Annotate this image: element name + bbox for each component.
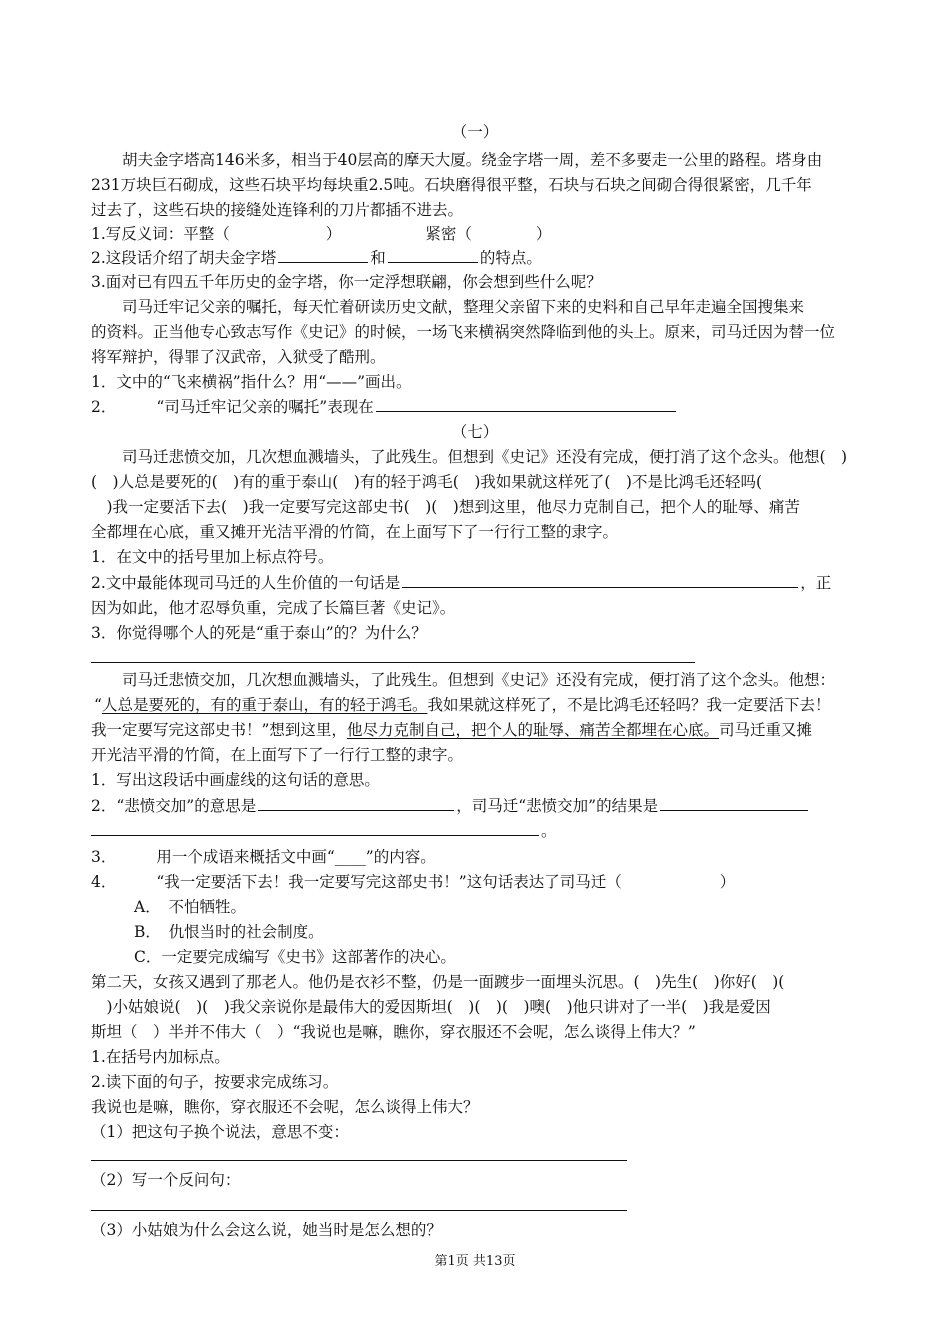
option-a[interactable]: A． 不怕牺牲。	[134, 898, 246, 916]
passage-line: ( )人总是要死的( )有的重于泰山( )有的轻于鸿毛( )我如果就这样死了( )不是比鸿毛还轻吗(	[91, 473, 763, 491]
passage-line: 开光洁平滑的竹简，在上面写下了一行行工整的隶字。	[91, 746, 464, 764]
page-footer: 第1页 共13页	[434, 1254, 516, 1269]
passage-line: 斯坦（ ）半并不伟大（ ）“我说也是嘛，瞧你，穿衣服还不会呢，怎么谈得上伟大？”	[91, 1023, 696, 1041]
answer-blank[interactable]	[376, 395, 676, 412]
question-line: 3．你觉得哪个人的死是“重于泰山”的？为什么？	[91, 624, 427, 642]
answer-blank[interactable]	[660, 794, 808, 811]
example-sentence: 我说也是嘛，瞧你，穿衣服还不会呢，怎么谈得上伟大？	[91, 1098, 479, 1116]
answer-blank[interactable]	[388, 246, 478, 263]
passage-line: 过去了，这些石块的接缝处连锋利的刀片都插不进去。	[91, 201, 464, 219]
answer-line[interactable]	[91, 1210, 627, 1211]
passage-line: )小姑娘说( )( )我父亲说你是最伟大的爱因斯坦( )( )( )噢( )他只讲对了一半( )我是爱因	[91, 998, 771, 1016]
option-b[interactable]: B． 仇恨当时的社会制度。	[134, 923, 324, 941]
question-line: 2.文中最能体现司马迁的人生价值的一句话是 ，正	[91, 571, 861, 595]
underlined-sentence: 他尽力克制自己，把个人的耻辱、痛苦全都埋在心底。	[346, 721, 719, 739]
question-features: 2.这段话介绍了胡夫金字塔 和 的特点。	[91, 246, 861, 270]
question-line: 3． 用一个成语来概括文中画“____”的内容。	[91, 848, 436, 866]
passage-line: )我一定要活下去( )我一定要写完这部史书( )( )想到这里，他尽力克制自己，把个人的耻辱、痛苦	[91, 498, 800, 516]
question-line: 1．写出这段话中画虚线的这句话的意思。	[91, 771, 380, 789]
passage-line: 胡夫金字塔高146米多，相当于40层高的摩天大厦。绕金字塔一周，差不多要走一公里的路程。塔身由	[122, 151, 823, 169]
section-heading-1: （一）	[451, 123, 499, 141]
passage-line: 司马迁悲愤交加，几次想血溅墙头，了此残生。但想到《史记》还没有完成，便打消了这个念头。他想( )	[122, 448, 848, 466]
answer-blank[interactable]	[91, 819, 539, 836]
passage-line: “人总是要死的，有的重于泰山，有的轻于鸿毛。我如果就这样死了，不是比鸿毛还轻吗？我一定要活下去！	[94, 696, 831, 714]
question-line: 2.读下面的句子，按要求完成练习。	[91, 1073, 339, 1091]
question-line: 2．“悲愤交加”的意思是 ，司马迁“悲愤交加”的结果是	[91, 794, 861, 818]
answer-blank[interactable]	[258, 794, 454, 811]
answer-blank[interactable]	[278, 246, 368, 263]
question-line: 3.面对已有四五千年历史的金字塔，你一定浮想联翩，你会想到些什么呢？	[91, 273, 602, 291]
passage-line: 司马迁悲愤交加，几次想血溅墙头，了此残生。但想到《史记》还没有完成，便打消了这个念头。他想：	[122, 671, 836, 689]
question-line: 1．在文中的括号里加上标点符号。	[91, 548, 334, 566]
sub-question: （2）写一个反问句：	[91, 1171, 241, 1189]
section-heading-7: （七）	[451, 423, 499, 441]
question-line: 2． “司马迁牢记父亲的嘱托”表现在	[91, 395, 861, 419]
question-line: 4． “我一定要活下去！我一定要写完这部史书！”这句话表达了司马迁（ ）	[91, 873, 736, 891]
question-antonyms: 1.写反义词：平整（ ） 紧密（ ）	[91, 225, 552, 243]
sub-question: （1）把这句子换个说法，意思不变：	[91, 1123, 349, 1141]
question-line: 1.在括号内加标点。	[91, 1048, 230, 1066]
passage-line: 的资料。正当他专心致志写作《史记》的时候，一场飞来横祸突然降临到他的头上。原来，司马迁因为替一位	[91, 323, 836, 341]
passage-line: 231万块巨石砌成，这些石块平均每块重2.5吨。石块磨得很平整，石块与石块之间砌合得很紧密，几千年	[91, 176, 812, 194]
passage-line: 司马迁牢记父亲的嘱托，每天忙着研读历史文献，整理父亲留下来的史料和自己早年走遍全国搜集来	[122, 298, 805, 316]
question-line: 。	[91, 819, 861, 843]
underlined-sentence: 人总是要死的，有的重于泰山，有的轻于鸿毛。	[101, 696, 428, 714]
passage-line: 我一定要写完这部史书！”想到这里，他尽力克制自己，把个人的耻辱、痛苦全都埋在心底。司马迁重又摊	[91, 721, 812, 739]
option-c[interactable]: C．一定要完成编写《史书》这部著作的决心。	[134, 948, 456, 966]
passage-line: 将军辩护，得罪了汉武帝，入狱受了酷刑。	[91, 348, 386, 366]
answer-line[interactable]	[91, 1160, 627, 1161]
passage-line: 第二天，女孩又遇到了那老人。他仍是衣衫不整，仍是一面踱步一面埋头沉思。( )先生( )你好( )(	[91, 973, 785, 991]
passage-line: 全都埋在心底，重又摊开光洁平滑的竹简，在上面写下了一行行工整的隶字。	[91, 523, 619, 541]
question-line: 因为如此，他才忍辱负重，完成了长篇巨著《史记》。	[91, 599, 456, 617]
question-line: 1．文中的“飞来横祸”指什么？用“——”画出。	[91, 373, 412, 391]
answer-blank[interactable]	[402, 571, 798, 588]
sub-question: （3）小姑娘为什么会这么说，她当时是怎么想的？	[91, 1221, 442, 1239]
answer-line[interactable]	[91, 662, 695, 663]
